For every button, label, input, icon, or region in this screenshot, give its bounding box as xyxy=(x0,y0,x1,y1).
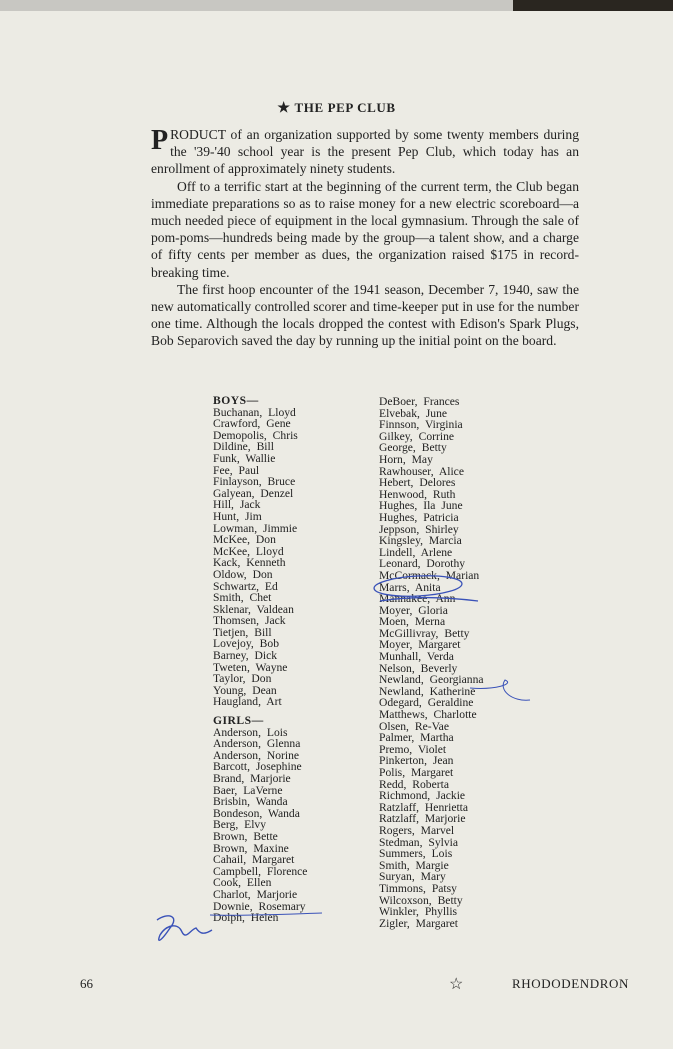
title-star-icon: ★ xyxy=(277,101,291,116)
member-name: Anderson, Norine xyxy=(213,748,300,762)
paragraph-1-text: RODUCT of an organization supported by some twenty members during the '39-'40 school year is the present Pep Club, which today has an enrollment of approximately ninety students. xyxy=(151,127,579,177)
scan-top-edge xyxy=(0,0,673,11)
scan-dark-corner xyxy=(513,0,673,11)
paragraph-2: Off to a terrific start at the beginning of the current term, the Club began immediate preparations so as to raise money for a new electric scoreboard—a much needed piece of equipment in the local gymnasium. Through the sale of pom-poms—hundreds being made by the group—a talent show, and a charge of fifty cents per member as dues, the organization raised $175 in record-breaking time. xyxy=(151,178,579,280)
member-name: Finnson, Virginia xyxy=(379,418,463,432)
member-name: Hughes, Ila June xyxy=(379,499,463,513)
member-name: Lovejoy, Bob xyxy=(213,637,280,651)
member-name: Odegard, Geraldine xyxy=(379,696,474,710)
member-name: Cahail, Margaret xyxy=(213,853,295,867)
girls-list-right xyxy=(379,396,484,929)
member-name: Taylor, Don xyxy=(213,672,272,686)
member-name: Barcott, Josephine xyxy=(213,760,302,774)
member-name: McKee, Lloyd xyxy=(213,544,284,558)
member-name: Smith, Margie xyxy=(379,858,449,872)
member-name: Olsen, Re-Vae xyxy=(379,719,449,733)
member-name: Mannakee, Ann xyxy=(379,592,456,606)
member-name: Moyer, Gloria xyxy=(379,603,448,617)
member-name: Lowman, Jimmie xyxy=(213,521,298,535)
member-name: Rawhouser, Alice xyxy=(379,464,464,478)
member-name: Jeppson, Shirley xyxy=(379,522,459,536)
member-name: Rogers, Marvel xyxy=(379,823,455,837)
member-list-right xyxy=(379,396,484,929)
member-name: Downie, Rosemary xyxy=(213,899,306,913)
member-name: Berg, Elvy xyxy=(213,818,267,832)
member-name: Demopolis, Chris xyxy=(213,428,298,442)
member-name: Premo, Violet xyxy=(379,742,447,756)
member-list-left xyxy=(213,395,307,924)
girls-list-left xyxy=(213,727,307,924)
member-name: Kingsley, Marcia xyxy=(379,534,462,548)
member-name: Newland, Katherine xyxy=(379,684,476,698)
footer-star-icon: ☆ xyxy=(449,976,464,993)
member-name: Ratzlaff, Henrietta xyxy=(379,800,469,814)
member-name: Gilkey, Corrine xyxy=(379,429,455,443)
member-name: Wilcoxson, Betty xyxy=(379,893,463,907)
member-name: Matthews, Charlotte xyxy=(379,708,477,722)
member-name: Barney, Dick xyxy=(213,649,278,663)
member-name: Richmond, Jackie xyxy=(379,789,466,803)
member-name: Zigler, Margaret xyxy=(379,916,458,930)
member-name: Redd, Roberta xyxy=(379,777,449,791)
member-name: Brown, Maxine xyxy=(213,841,289,855)
member-name: Stedman, Sylvia xyxy=(379,835,458,849)
member-name: Charlot, Marjorie xyxy=(213,887,298,901)
member-name: Henwood, Ruth xyxy=(379,487,456,501)
member-name: Sklenar, Valdean xyxy=(213,602,294,616)
member-name: Summers, Lois xyxy=(379,847,453,861)
member-name: Buchanan, Lloyd xyxy=(213,405,296,419)
member-name: Hughes, Patricia xyxy=(379,510,459,524)
member-name: Anderson, Glenna xyxy=(213,737,301,751)
member-name: Oldow, Don xyxy=(213,567,273,581)
member-name: Leonard, Dorothy xyxy=(379,557,466,571)
member-name: Thomsen, Jack xyxy=(213,614,286,628)
section-title xyxy=(0,100,673,117)
member-name: Funk, Wallie xyxy=(213,451,276,465)
member-name: Hunt, Jim xyxy=(213,509,262,523)
member-name: Tietjen, Bill xyxy=(213,625,272,639)
member-name: Fee, Paul xyxy=(213,463,260,477)
section-title-text: THE PEP CLUB xyxy=(294,100,396,115)
member-name: Crawford, Gene xyxy=(213,417,291,431)
paragraph-1 xyxy=(151,126,579,178)
member-name: Bondeson, Wanda xyxy=(213,806,300,820)
member-name: Moen, Merna xyxy=(379,615,446,629)
member-name: Cook, Ellen xyxy=(213,876,272,890)
member-name: Palmer, Martha xyxy=(379,731,454,745)
publication-name: RHODODENDRON xyxy=(512,976,629,991)
member-name: Finlayson, Bruce xyxy=(213,475,296,489)
member-name: Newland, Georgianna xyxy=(379,673,484,687)
member-name: Elvebak, June xyxy=(379,406,448,420)
girls-heading: GIRLS— xyxy=(213,714,264,728)
member-name: Pinkerton, Jean xyxy=(379,754,454,768)
member-name: Horn, May xyxy=(379,452,433,466)
member-name: Brisbin, Wanda xyxy=(213,795,288,809)
pen-signature xyxy=(157,916,212,941)
boys-list xyxy=(213,407,307,708)
member-name: Galyean, Denzel xyxy=(213,486,294,500)
member-name: Moyer, Margaret xyxy=(379,638,461,652)
member-name: Hill, Jack xyxy=(213,498,261,512)
member-name: Baer, LaVerne xyxy=(213,783,283,797)
page-number: 66 xyxy=(80,976,93,991)
member-name: Dolph, Helen xyxy=(213,911,279,925)
member-name: Anderson, Lois xyxy=(213,725,288,739)
member-name: Nelson, Beverly xyxy=(379,661,458,675)
member-name: Winkler, Phyllis xyxy=(379,905,458,919)
member-name: Dildine, Bill xyxy=(213,440,274,454)
member-name: Brown, Bette xyxy=(213,829,278,843)
member-name: DeBoer, Frances xyxy=(379,395,460,408)
member-name: Smith, Chet xyxy=(213,591,272,605)
member-name: Young, Dean xyxy=(213,683,277,697)
member-name: McGillivray, Betty xyxy=(379,626,470,640)
member-name: McCormack, Marian xyxy=(379,568,480,582)
member-name: Haugland, Art xyxy=(213,695,282,709)
member-name: Suryan, Mary xyxy=(379,870,446,884)
drop-cap: P xyxy=(151,125,169,156)
member-name: Tweten, Wayne xyxy=(213,660,288,674)
member-name: Ratzlaff, Marjorie xyxy=(379,812,466,826)
member-name: Timmons, Patsy xyxy=(379,881,457,895)
member-name: Schwartz, Ed xyxy=(213,579,278,593)
article-body xyxy=(151,126,579,350)
member-name: Munhall, Verda xyxy=(379,650,454,664)
member-name: Campbell, Florence xyxy=(213,864,308,878)
member-name: George, Betty xyxy=(379,441,447,455)
member-name: Polis, Margaret xyxy=(379,766,454,779)
paragraph-3: The first hoop encounter of the 1941 season, December 7, 1940, saw the new automatically controlled scorer and time-keeper put in use for the number one time. Although the locals dropped the contest with Edison's Spark Plugs, Bob Separovich saved the day by running up the initial point on the board. xyxy=(151,281,579,349)
member-name: Lindell, Arlene xyxy=(379,545,453,559)
member-name: Hebert, Delores xyxy=(379,476,456,490)
member-name: Kack, Kenneth xyxy=(213,556,286,570)
member-name: Brand, Marjorie xyxy=(213,772,291,785)
boys-heading: BOYS— xyxy=(213,394,259,407)
member-name: McKee, Don xyxy=(213,533,276,547)
member-name: Marrs, Anita xyxy=(379,580,441,594)
